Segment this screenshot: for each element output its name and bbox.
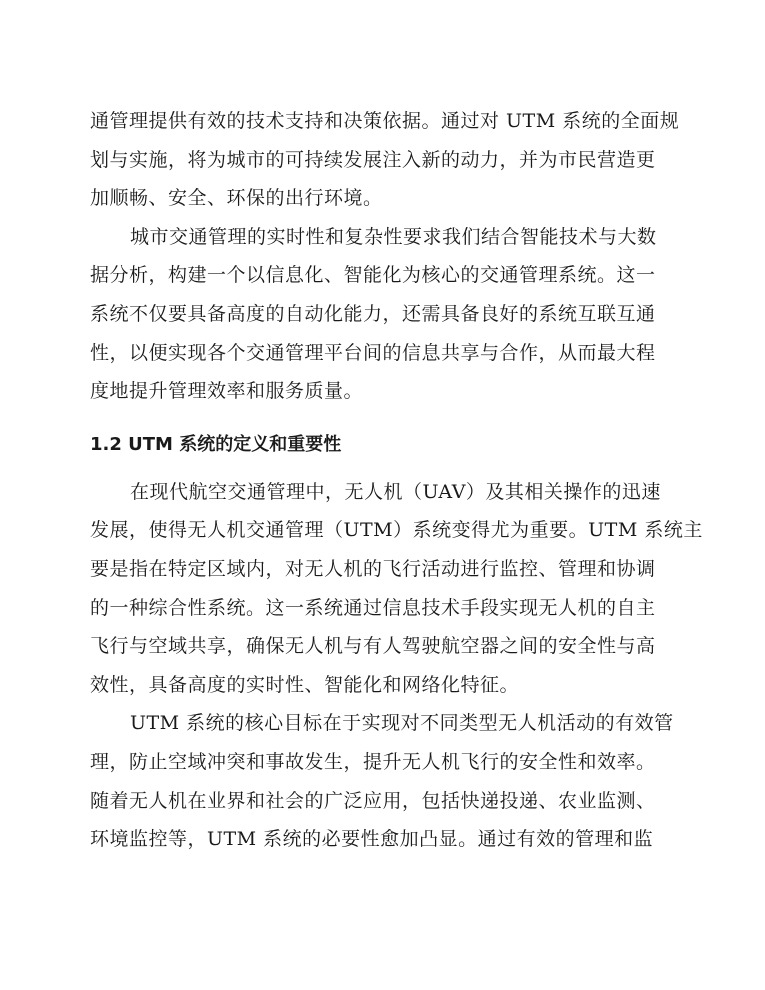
- text-line: 要是指在特定区域内，对无人机的飞行活动进行监控、管理和协调: [90, 557, 656, 580]
- text-line: 城市交通管理的实时性和复杂性要求我们结合智能技术与大数: [130, 225, 657, 248]
- paragraph-4: [90, 704, 680, 858]
- text-line: 随着无人机在业界和社会的广泛应用，包括快递投递、农业监测、: [90, 789, 656, 812]
- text-line: 通管理提供有效的技术支持和决策依据。通过对 UTM 系统的全面规: [90, 110, 680, 132]
- text-line: 系统不仅要具备高度的自动化能力，还需具备良好的系统互联互通: [90, 302, 656, 325]
- text-line: 在现代航空交通管理中，无人机（UAV）及其相关操作的迅速: [130, 480, 661, 503]
- text-line: 环境监控等，UTM 系统的必要性愈加凸显。通过有效的管理和监: [90, 828, 654, 851]
- paragraph-1: [90, 102, 680, 218]
- text-line: 度地提升管理效率和服务质量。: [90, 380, 364, 403]
- document-body: [90, 102, 703, 859]
- paragraph-2: [90, 218, 680, 411]
- text-line: 效性，具备高度的实时性、智能化和网络化特征。: [90, 673, 520, 696]
- text-line: 加顺畅、安全、环保的出行环境。: [90, 187, 383, 210]
- text-line: 的一种综合性系统。这一系统通过信息技术手段实现无人机的自主: [90, 596, 656, 619]
- section-heading: 1.2 UTM 系统的定义和重要性: [90, 433, 342, 455]
- text-line: 性，以便实现各个交通管理平台间的信息共享与合作，从而最大程: [90, 341, 656, 364]
- text-line: 发展，使得无人机交通管理（UTM）系统变得尤为重要。UTM 系统主: [90, 519, 703, 542]
- text-line: 据分析，构建一个以信息化、智能化为核心的交通管理系统。这一: [90, 264, 656, 287]
- text-line: 理，防止空域冲突和事故发生，提升无人机飞行的安全性和效率。: [90, 750, 656, 773]
- text-line: 划与实施，将为城市的可持续发展注入新的动力，并为市民营造更: [90, 148, 656, 171]
- text-line: UTM 系统的核心目标在于实现对不同类型无人机活动的有效管: [130, 712, 674, 735]
- text-line: 飞行与空域共享，确保无人机与有人驾驶航空器之间的安全性与高: [90, 635, 656, 658]
- paragraph-3: [90, 473, 703, 705]
